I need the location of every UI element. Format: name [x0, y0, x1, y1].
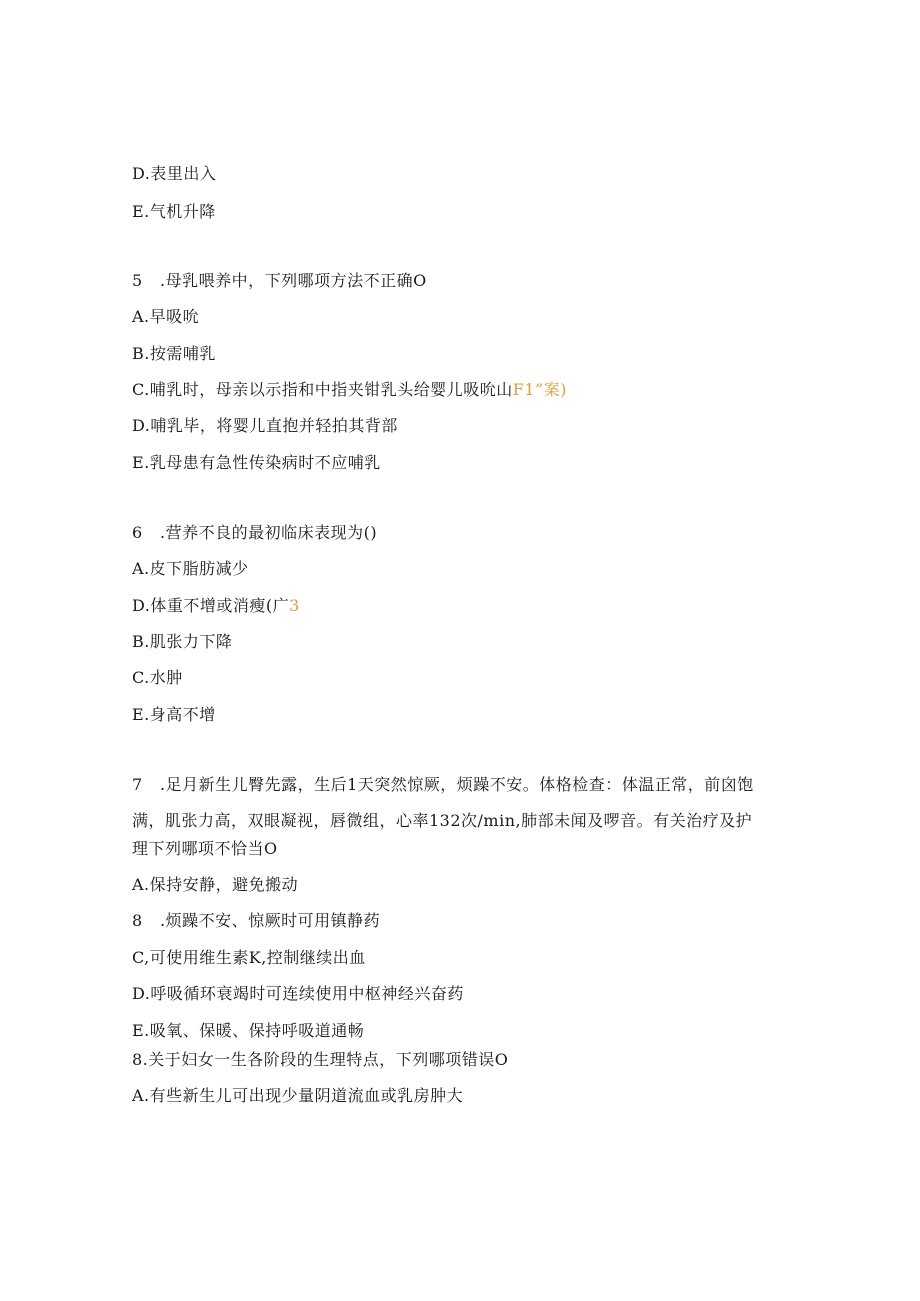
question-number: 8 — [132, 911, 143, 930]
q7-option-e: E.吸氧、保暖、保持呼吸道通畅 — [132, 1021, 365, 1040]
question-text: .足月新生儿臀先露，生后1天突然惊厥，烦躁不安。体格检查：体温正常，前囟饱 — [160, 775, 754, 794]
question-7 — [132, 775, 754, 795]
q7-option-b: 8 .烦躁不安、惊厥时可用镇静药 — [132, 911, 381, 930]
answer-mark: 3 — [289, 596, 300, 615]
q6-option-e: E.身高不增 — [132, 705, 216, 724]
q8-option-a: A.有些新生儿可出现少量阴道流血或乳房肿大 — [132, 1086, 464, 1105]
question-number: 5 — [132, 271, 143, 290]
question-7-line-2: 满，肌张力高，双眼凝视，唇微组，心率132次/min,肺部未闻及啰音。有关治疗及护 — [132, 811, 753, 830]
q7-option-a: A.保持安静，避免搬动 — [132, 875, 299, 894]
q6-option-c: C.水肿 — [132, 668, 183, 687]
q6-option-a: A.皮下脂肪减少 — [132, 559, 249, 578]
question-6 — [132, 523, 377, 543]
option-d-prev: D.表里出入 — [132, 164, 217, 183]
q5-option-b: B.按需哺乳 — [132, 344, 216, 363]
question-5 — [132, 271, 427, 291]
q5-option-c: C.哺乳时，母亲以示指和中指夹钳乳头给婴儿吸吮山F1”案) — [132, 380, 567, 399]
question-7-line-3: 理下列哪项不恰当O — [132, 839, 278, 858]
q7-option-c: C,可使用维生素K,控制继续出血 — [132, 948, 366, 967]
question-8 — [132, 1050, 508, 1070]
question-number: 6 — [132, 523, 143, 542]
q7-option-d: D.呼吸循环衰竭时可连续使用中枢神经兴奋药 — [132, 984, 464, 1003]
q6-option-b: B.肌张力下降 — [132, 632, 233, 651]
answer-mark: F1”案) — [512, 380, 567, 399]
q6-option-d: D.体重不增或消瘦(广3 — [132, 596, 300, 615]
question-text: 8.关于妇女一生各阶段的生理特点，下列哪项错误O — [132, 1050, 509, 1069]
option-e-prev: E.气机升降 — [132, 202, 216, 221]
q5-option-d: D.哺乳毕，将婴儿直抱并轻拍其背部 — [132, 416, 398, 435]
question-text: .营养不良的最初临床表现为() — [160, 523, 378, 542]
q5-option-e: E.乳母患有急性传染病时不应哺乳 — [132, 453, 381, 472]
question-text: .母乳喂养中，下列哪项方法不正确O — [160, 271, 427, 290]
question-number: 7 — [132, 775, 143, 794]
q5-option-a: A.早吸吮 — [132, 307, 200, 326]
